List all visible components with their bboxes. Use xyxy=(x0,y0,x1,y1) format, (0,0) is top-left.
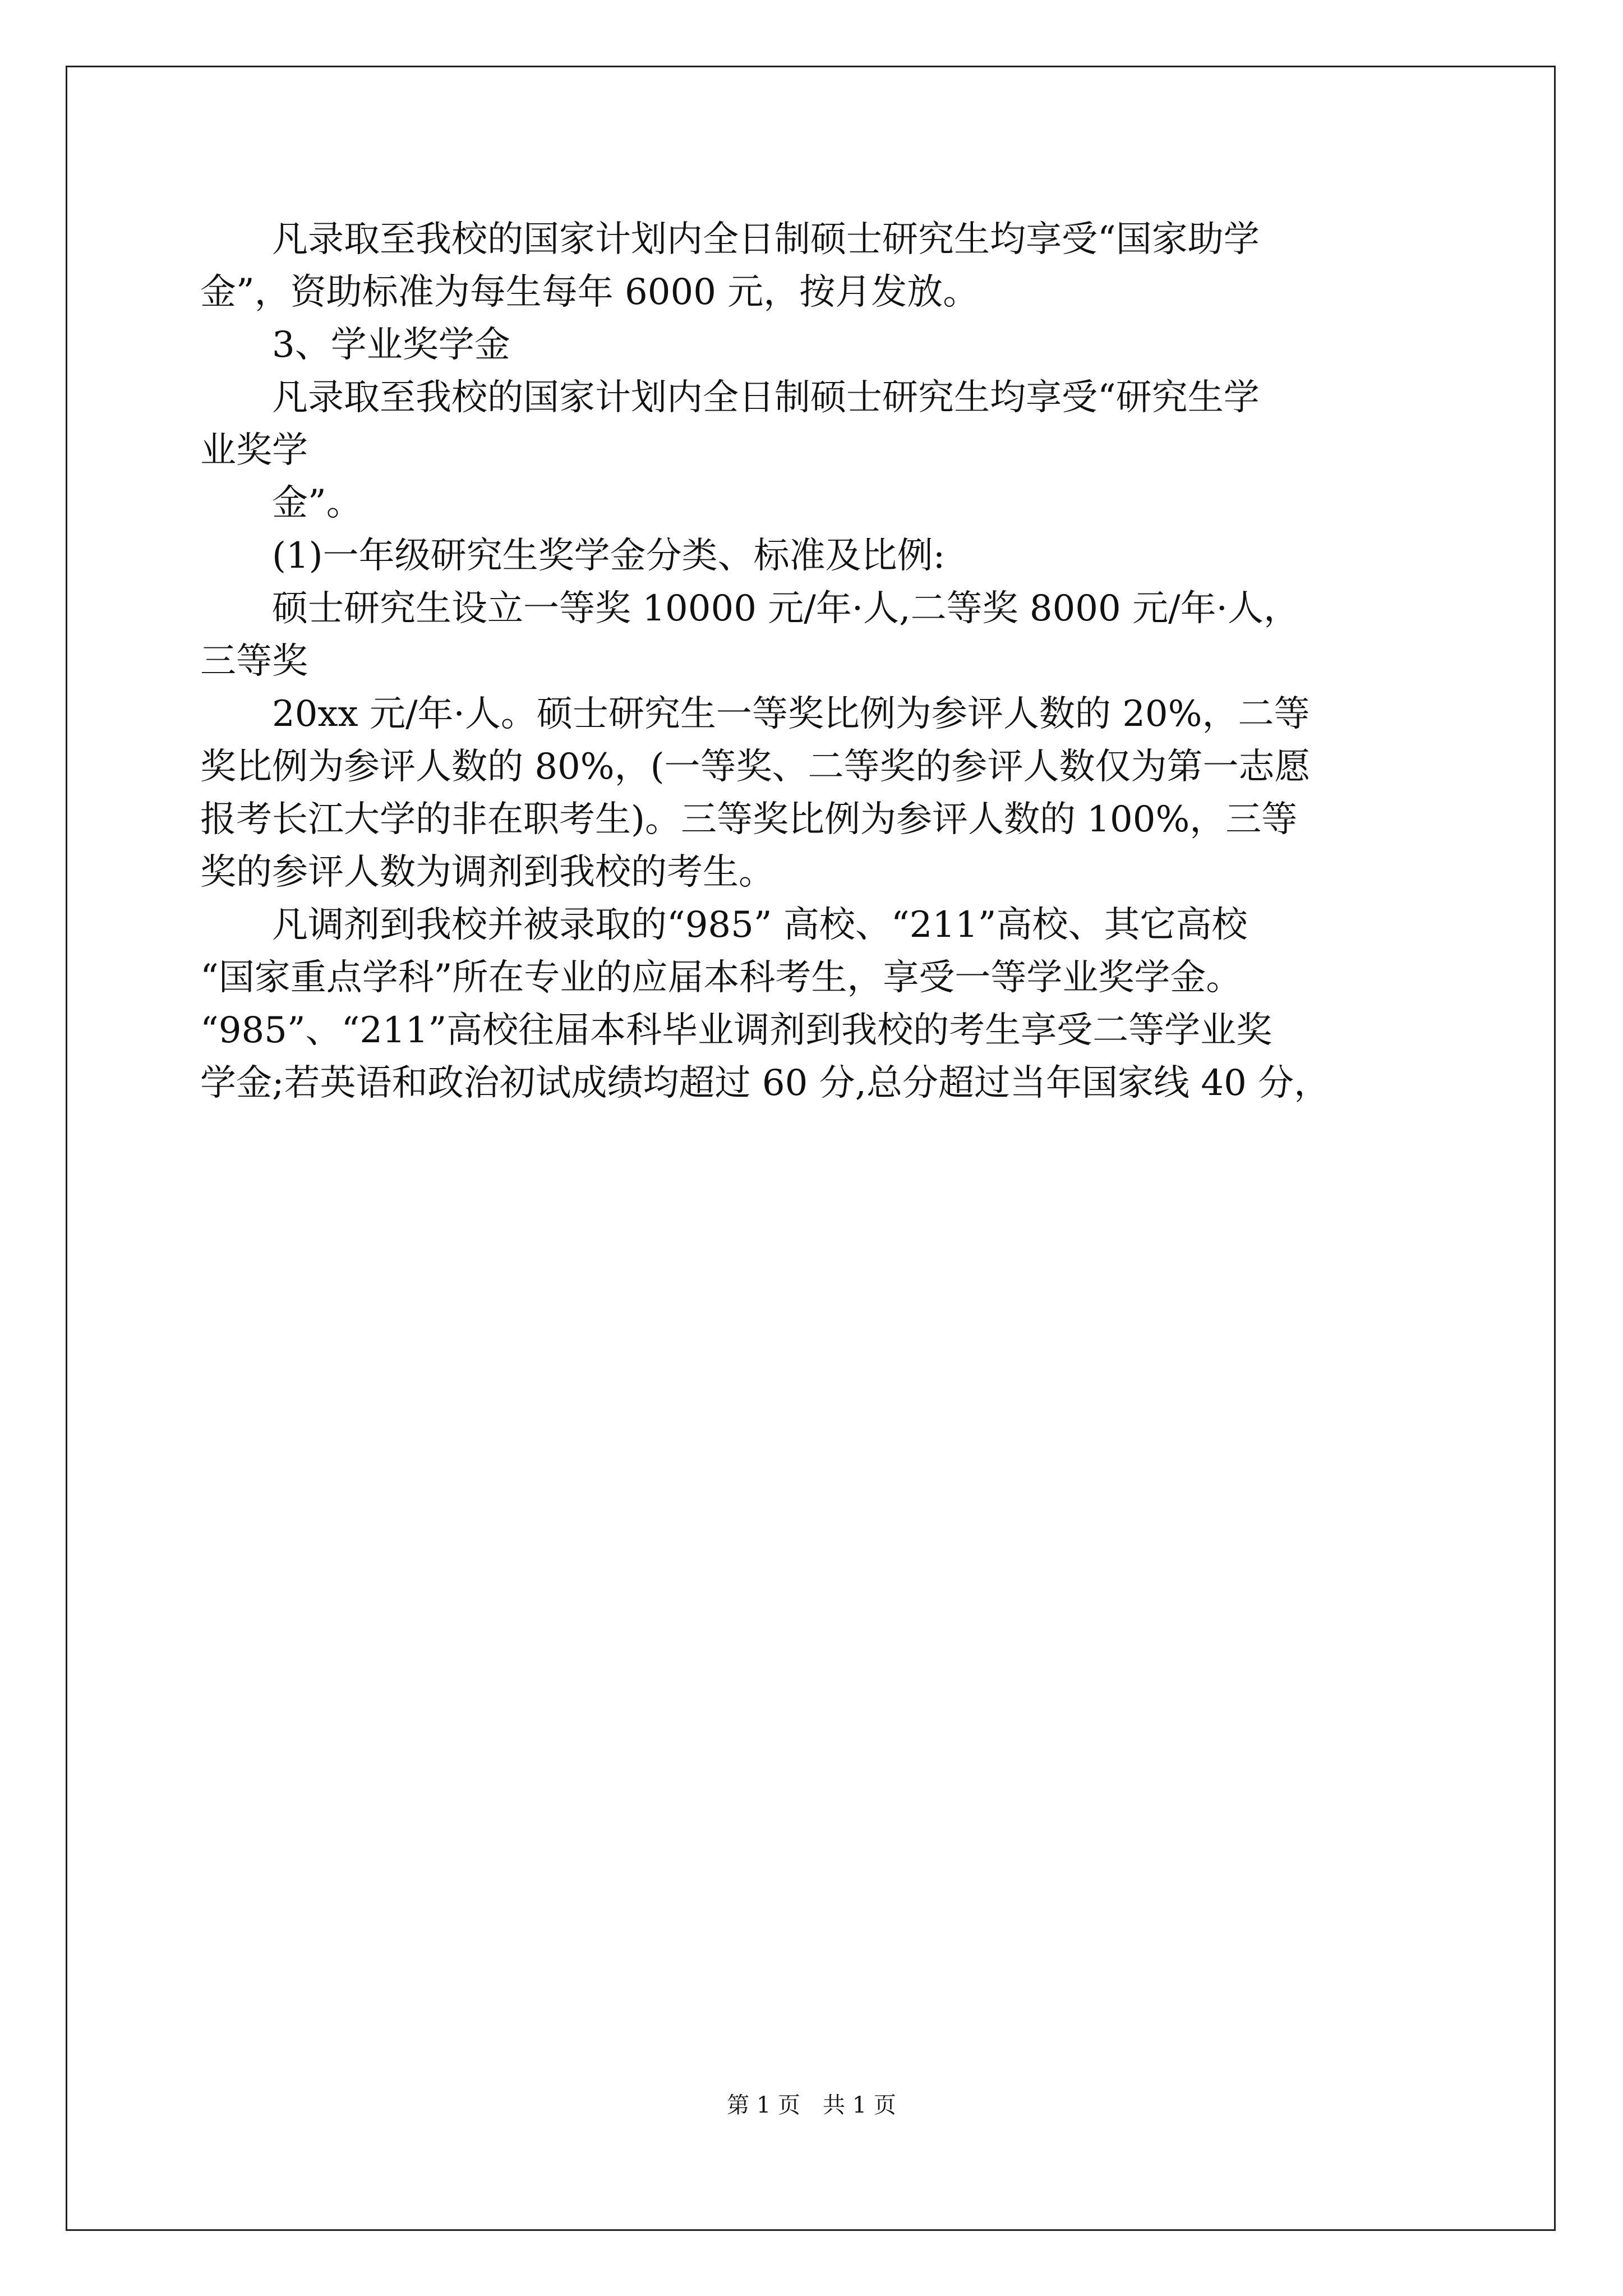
text-line: 金”。 xyxy=(200,482,362,524)
text-line: “国家重点学科”所在专业的应届本科考生，享受一等学业奖学金。 xyxy=(200,957,1242,999)
text-line: 业奖学 xyxy=(200,430,308,471)
text-line: 学金;若英语和政治初试成绩均超过 60 分,总分超过当年国家线 40 分， xyxy=(200,1062,1330,1104)
text-line: 三等奖 xyxy=(200,641,308,682)
subsection-heading: (1)一年级研究生奖学金分类、标准及比例: xyxy=(200,535,946,577)
section-heading: 3、学业奖学金 xyxy=(200,324,510,366)
text-line: 凡录取至我校的国家计划内全日制硕士研究生均享受“研究生学 xyxy=(200,377,1260,418)
page-number: 第 1 页 共 1 页 xyxy=(727,2092,896,2118)
text-line: 报考长江大学的非在职考生)。三等奖比例为参评人数的 100%，三等 xyxy=(200,799,1298,840)
text-line: 凡录取至我校的国家计划内全日制硕士研究生均享受“国家助学 xyxy=(200,219,1260,260)
text-line: 硕士研究生设立一等奖 10000 元/年·人,二等奖 8000 元/年·人， xyxy=(200,588,1299,629)
text-line: 金”，资助标准为每生每年 6000 元，按月发放。 xyxy=(200,272,979,313)
text-line: 奖的参评人数为调剂到我校的考生。 xyxy=(200,852,774,893)
text-line: 20xx 元/年·人。硕士研究生一等奖比例为参评人数的 20%，二等 xyxy=(200,693,1310,735)
text-line: 凡调剂到我校并被录取的“985” 高校、“211”高校、其它高校 xyxy=(200,904,1248,946)
document-body xyxy=(200,213,1423,1110)
text-line: 奖比例为参评人数的 80%，(一等奖、二等奖的参评人数仅为第一志愿 xyxy=(200,746,1311,788)
text-line: “985”、“211”高校往届本科毕业调剂到我校的考生享受二等学业奖 xyxy=(200,1010,1272,1051)
